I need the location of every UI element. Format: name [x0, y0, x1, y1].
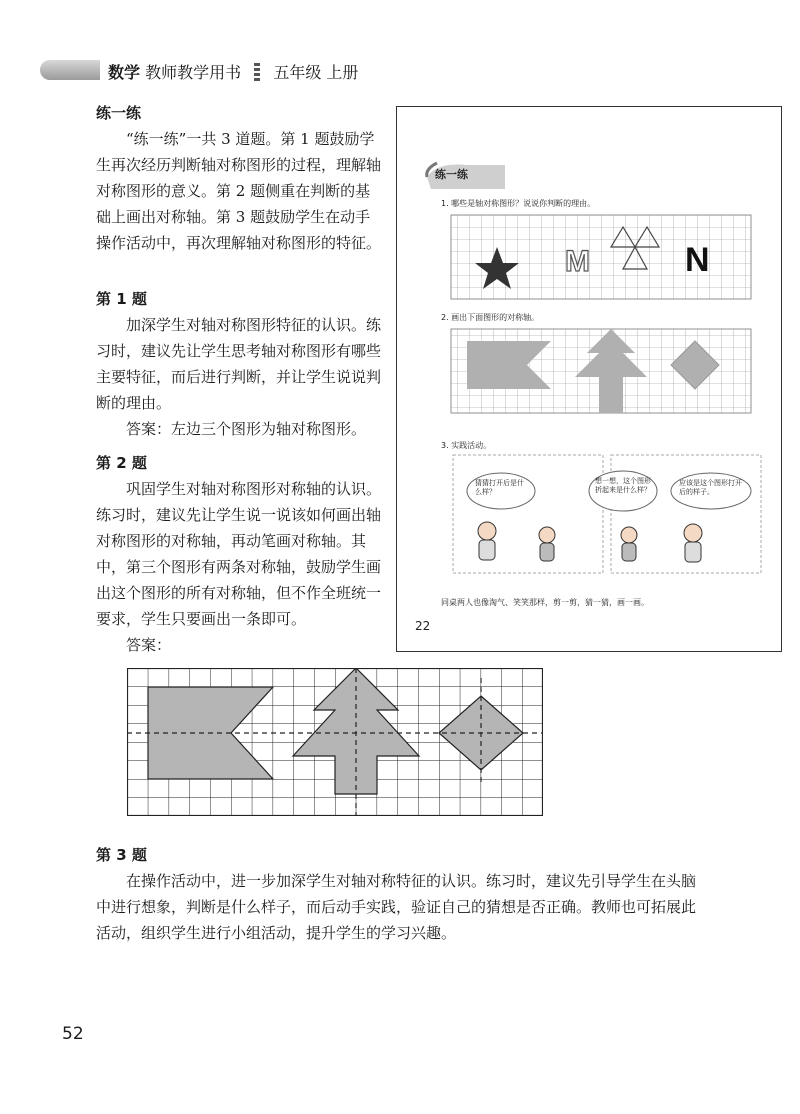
book-grade: 五年级 上册	[273, 63, 359, 82]
boy-figure-left	[539, 527, 555, 561]
q3-section	[96, 842, 708, 946]
bubble-1-text: 猜猜打开后是什么样？	[475, 479, 524, 496]
boy-figure-right	[621, 527, 637, 561]
girl-figure-right	[684, 524, 702, 562]
q2-text: 巩固学生对轴对称图形对称轴的认识。练习时，建议先让学生说一说该如何画出轴对称图形的对称轴，再动笔画对称轴。其中，第三个图形有两条对称轴，鼓励学生画出这个图形的所有对称轴，但不作全班统一要求，学生只要画出一条即可。	[96, 480, 382, 628]
q1-section	[96, 286, 384, 442]
q2-heading: 第 2 题	[96, 454, 147, 472]
header-separator	[254, 63, 260, 81]
book-subtitle: 教师教学用书	[145, 63, 242, 82]
page-header	[108, 60, 358, 83]
girl-figure-left	[478, 522, 496, 560]
letter-n-figure: N	[685, 241, 710, 279]
textbook-page-number: 22	[415, 619, 431, 633]
textbook-footer: 同桌两人也像淘气、笑笑那样，剪一剪，猜一猜，画一画。	[441, 598, 649, 607]
textbook-q2: 2. 画出下面图形的对称轴。	[441, 313, 540, 322]
intro-section	[96, 100, 384, 256]
q2-section	[96, 450, 384, 658]
textbook-q3: 3. 实践活动。	[441, 441, 492, 450]
q1-text: 加深学生对轴对称图形特征的认识。练习时，建议先让学生思考轴对称图形有哪些主要特征，而后进行判断，并让学生说说判断的理由。	[96, 316, 382, 412]
bubble-2-text: 想一想，这个图形折起来是什么样？	[595, 477, 651, 494]
header-decoration	[40, 60, 100, 80]
q1-heading: 第 1 题	[96, 290, 147, 308]
textbook-q1: 1. 哪些是轴对称图形？说说你判断的理由。	[441, 199, 596, 208]
q3-text: 在操作活动中，进一步加深学生对轴对称特征的认识。练习时，建议先引导学生在头脑中进行想象，判断是什么样子，而后动手实践，验证自己的猜想是否正确。教师也可拓展此活动，组织学生进行小组活动，提升学生的学习兴趣。	[96, 872, 697, 942]
activity-panel-left	[453, 455, 603, 573]
answer-grid	[127, 668, 543, 816]
letter-m-figure: M	[565, 245, 590, 278]
textbook-page-inset	[396, 106, 782, 652]
intro-text: “练一练”一共 3 道题。第 1 题鼓励学生再次经历判断轴对称图形的过程，理解轴对称图形的意义。第 2 题侧重在判断的基础上画出对称轴。第 3 题鼓励学生在动手操作活动中，再次理解轴对称图形的特征。	[96, 130, 382, 252]
book-title: 数学	[108, 63, 141, 82]
intro-heading: 练一练	[96, 104, 142, 122]
textbook-figures	[397, 107, 781, 651]
q1-answer: 答案：左边三个图形为轴对称图形。	[126, 420, 367, 438]
page-number: 52	[62, 1024, 84, 1044]
bubble-3-text: 应该是这个图形打开后的样子。	[679, 479, 742, 496]
textbook-banner: 练一练	[435, 168, 468, 181]
q2-answer-label: 答案：	[126, 636, 172, 654]
q3-heading: 第 3 题	[96, 846, 147, 864]
